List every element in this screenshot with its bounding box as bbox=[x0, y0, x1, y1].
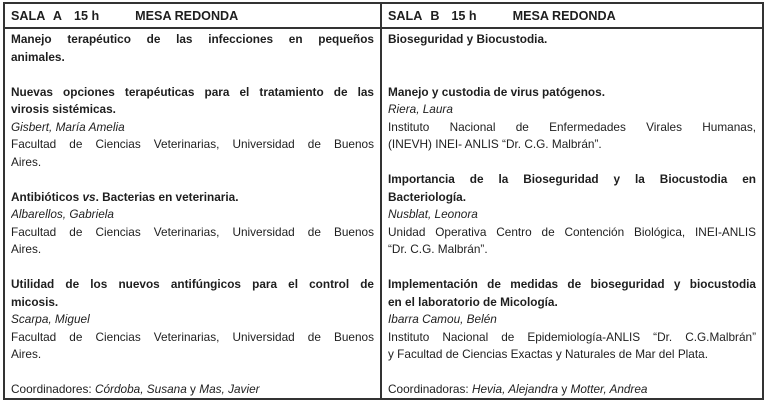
affiliation-line: (INEVH) INEI- ANLIS “Dr. C.G. Malbrán”. bbox=[388, 137, 602, 151]
coordinators-line bbox=[388, 381, 756, 398]
blank-line bbox=[388, 259, 756, 277]
talk-title-segment: . Bacterias en veterinaria. bbox=[95, 189, 239, 204]
talk-title-vs-segment: vs bbox=[82, 189, 96, 204]
coordinators-conjunction: y bbox=[558, 382, 571, 396]
affiliation-line: Instituto Nacional de Epidemiología-ANLIS “Dr. C.G.Malbrán” bbox=[388, 329, 756, 344]
blank-line bbox=[388, 364, 756, 382]
speaker-name: Gisbert, María Amelia bbox=[11, 119, 125, 134]
speaker-name: Ibarra Camou, Belén bbox=[388, 312, 497, 326]
speaker-name: Scarpa, Miguel bbox=[11, 312, 90, 326]
affiliation-line: Aires. bbox=[11, 347, 42, 361]
speaker-name: Albarellos, Gabriela bbox=[11, 207, 114, 221]
sala-a-program bbox=[5, 29, 380, 398]
speaker-name: Riera, Laura bbox=[388, 102, 453, 116]
time-label: 15 h bbox=[73, 8, 100, 23]
sala-b-program bbox=[380, 29, 762, 398]
blank-line bbox=[11, 171, 374, 189]
sala-a-header bbox=[5, 4, 380, 29]
talk-title-line: Bacteriología. bbox=[388, 189, 467, 204]
affiliation-line: Aires. bbox=[11, 242, 42, 256]
blank-line bbox=[388, 66, 756, 84]
affiliation-line: Unidad Operativa Centro de Contención Biológica, INEI-ANLIS bbox=[388, 224, 756, 239]
coordinators-line bbox=[11, 381, 374, 398]
affiliation-line: Aires. bbox=[11, 154, 42, 169]
talk-title-line: Nuevas opciones terapéuticas para el tratamiento de las bbox=[11, 84, 374, 99]
time-label: 15 h bbox=[451, 8, 477, 23]
talk-title-line: en el laboratorio de Micología. bbox=[388, 294, 558, 309]
session-type-label: MESA REDONDA bbox=[135, 8, 239, 23]
coordinator-name: Córdoba, Susana bbox=[94, 382, 187, 396]
session-title-line: Bioseguridad y Biocustodia. bbox=[388, 32, 548, 46]
session-title-line: Manejo terapéutico de las infecciones en pequeños bbox=[11, 32, 374, 46]
affiliation-line: Facultad de Ciencias Veterinarias, Universidad de Buenos bbox=[11, 329, 374, 344]
talk-title-line: Manejo y custodia de virus patógenos. bbox=[388, 84, 605, 99]
talk-title-line: micosis. bbox=[11, 294, 59, 309]
talk-title-line bbox=[11, 189, 374, 207]
blank-line bbox=[388, 154, 756, 172]
affiliation-line: Facultad de Ciencias Veterinarias, Universidad de Buenos bbox=[11, 137, 374, 151]
coordinators-conjunction: y bbox=[186, 382, 200, 396]
talk-title-line: Utilidad de los nuevos antifúngicos para el control de bbox=[11, 277, 374, 291]
session-title-line: animales. bbox=[11, 49, 65, 64]
talk-title-line: Importancia de la Bioseguridad y la Biocustodia en bbox=[388, 172, 756, 186]
talk-title-segment: Antibióticos bbox=[11, 189, 83, 204]
coordinators-label: Coordinadoras: bbox=[388, 382, 472, 396]
blank-line bbox=[11, 364, 374, 382]
coordinator-name: Hevia, Alejandra bbox=[471, 382, 559, 396]
coordinator-name: Motter, Andrea bbox=[570, 382, 648, 396]
talk-title-line: virosis sistémicas. bbox=[11, 102, 116, 116]
speaker-name: Nusblat, Leonora bbox=[388, 207, 478, 221]
coordinators-label: Coordinadores: bbox=[11, 382, 95, 396]
blank-line bbox=[11, 259, 374, 277]
affiliation-line: Instituto Nacional de Enfermedades Virales Humanas, bbox=[388, 119, 756, 134]
affiliation-line: y Facultad de Ciencias Exactas y Naturales de Mar del Plata. bbox=[388, 347, 708, 361]
talk-title-line: Implementación de medidas de bioseguridad y biocustodia bbox=[388, 277, 756, 291]
affiliation-line: Facultad de Ciencias Veterinarias, Universidad de Buenos bbox=[11, 224, 374, 239]
room-label: SALA A bbox=[11, 8, 62, 23]
coordinator-name: Mas, Javier bbox=[199, 382, 260, 396]
sala-b-header bbox=[380, 4, 762, 29]
session-type-label: MESA REDONDA bbox=[512, 8, 616, 23]
blank-line bbox=[11, 66, 374, 84]
blank-line bbox=[388, 49, 756, 67]
room-label: SALA B bbox=[388, 8, 440, 23]
program-table bbox=[3, 2, 764, 400]
affiliation-line: “Dr. C.G. Malbrán”. bbox=[388, 242, 488, 256]
